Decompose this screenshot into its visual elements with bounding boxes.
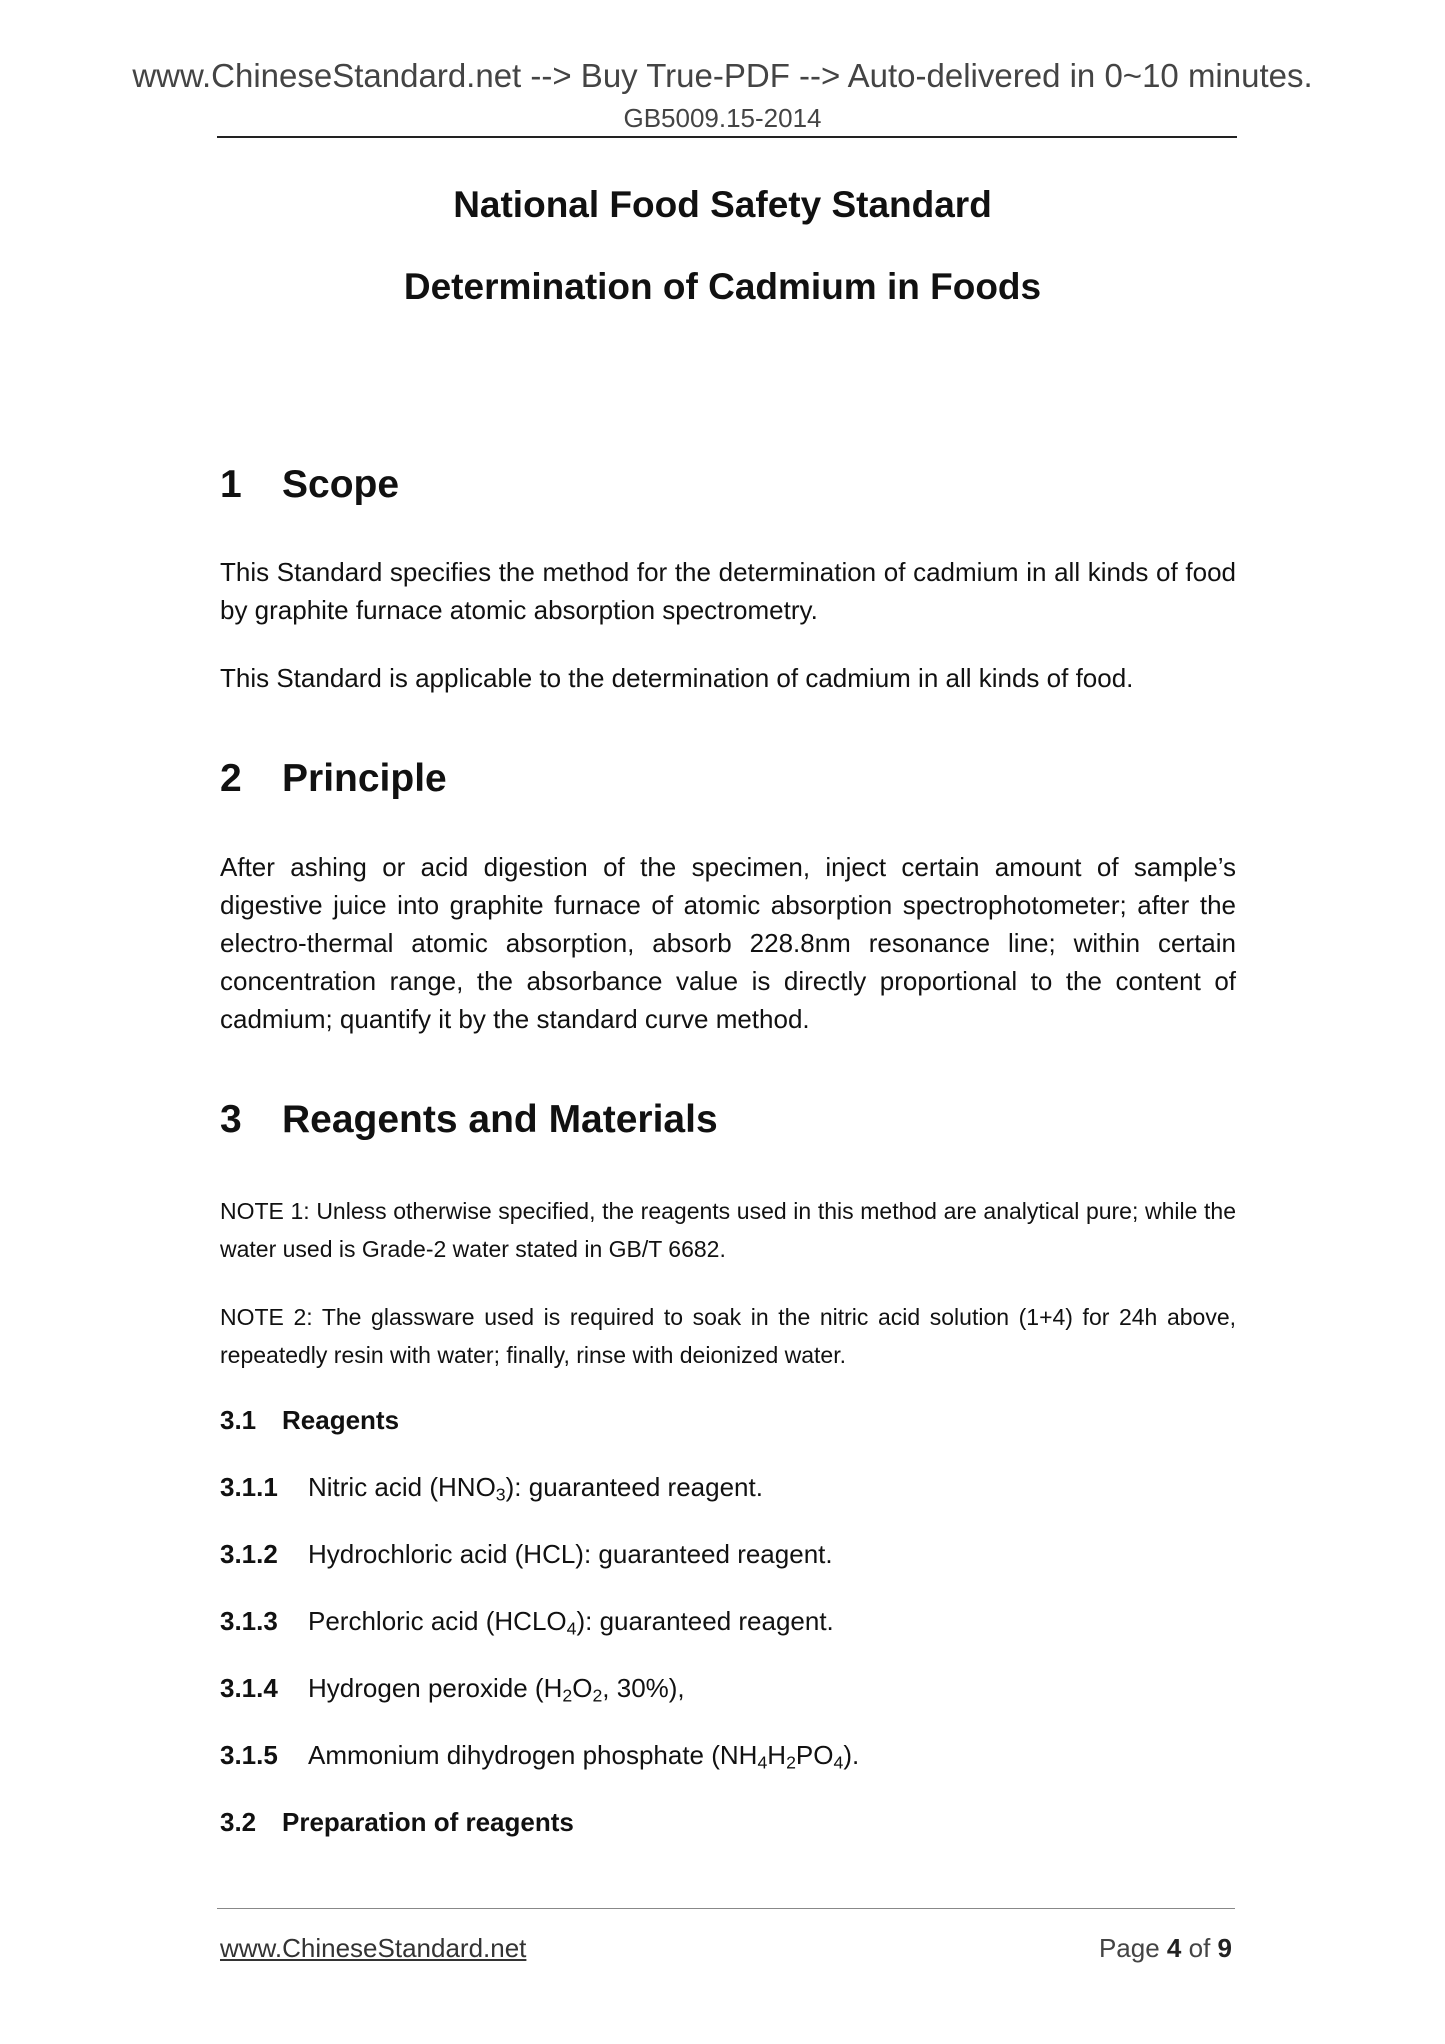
section-heading-principle [220,756,447,802]
section-heading-reagents-materials [220,1097,718,1143]
subscript: 4 [833,1752,844,1773]
item-text: Hydrochloric acid (HCL): guaranteed reagent. [308,1539,833,1569]
item-text: , 30%), [602,1673,685,1703]
section-heading-scope [220,462,399,508]
page-total: 9 [1217,1933,1232,1963]
item-text: PO [795,1740,834,1770]
footer-website-link[interactable]: www.ChineseStandard.net [220,1933,527,1963]
subscript: 2 [592,1685,603,1706]
section-title: Principle [282,757,447,800]
reagent-item [220,1470,763,1504]
item-number: 3.1.2 [220,1539,278,1569]
subscript: 2 [786,1752,796,1773]
item-text: Hydrogen peroxide (H [308,1673,563,1703]
page-prefix: Page [1098,1933,1167,1963]
item-text: Nitric acid (HNO [308,1472,496,1502]
item-number: 3.1.1 [220,1472,278,1502]
reagent-item [220,1738,859,1772]
item-text: Ammonium dihydrogen phosphate (NH [308,1740,758,1770]
subsection-title: Reagents [282,1405,400,1435]
document-subtitle: Determination of Cadmium in Foods [403,266,1042,307]
subsection-heading-reagents [220,1403,399,1437]
header-divider [217,136,1237,138]
scope-paragraph-1: This Standard specifies the method for the determination of cadmium in all kinds of food by graphite furnace atomic absorption spectrometry. [220,557,1236,625]
page-indicator [1099,1932,1232,1964]
subscript: 2 [562,1685,573,1706]
note-2: NOTE 2: The glassware used is required to soak in the nitric acid solution (1+4) for 24h above, repeatedly resin with water; finally, rinse with deionized water. [220,1304,1236,1368]
section-title: Scope [282,463,400,506]
item-number: 3.1.5 [220,1740,278,1770]
item-text: Perchloric acid (HCLO [308,1606,567,1636]
header-banner: www.ChineseStandard.net --> Buy True-PDF --> Auto-delivered in 0~10 minutes. [132,57,1313,94]
item-text: ): guaranteed reagent. [505,1472,763,1502]
section-title: Reagents and Materials [282,1098,718,1141]
subsection-title: Preparation of reagents [282,1807,574,1837]
item-number: 3.1.3 [220,1606,278,1636]
subscript: 4 [757,1752,768,1773]
subscript: 4 [566,1618,577,1639]
page-current: 4 [1166,1933,1182,1963]
item-number: 3.1.4 [220,1673,278,1703]
principle-paragraph: After ashing or acid digestion of the specimen, inject certain amount of sample’s digestive juice into graphite furnace of atomic absorption spectrophotometer; after the electro-thermal atomic absorption, absorb 228.8nm resonance line; within certain concentration range, the absorbance value is directly proportional to the content of cadmium; quantify it by the standard curve method. [220,852,1236,1034]
item-text: ): guaranteed reagent. [576,1606,834,1636]
subsection-heading-preparation [220,1805,574,1839]
footer-divider [217,1908,1235,1909]
reagent-item [220,1537,833,1571]
reagent-item [220,1604,834,1638]
reagent-item [220,1671,685,1705]
section-number: 2 [220,757,242,800]
page-mid: of [1181,1933,1218,1963]
item-text: O [572,1673,593,1703]
section-number: 1 [220,463,242,506]
document-title: National Food Safety Standard [453,184,992,225]
standard-code: GB5009.15-2014 [623,103,822,133]
subsection-number: 3.2 [220,1807,257,1837]
scope-paragraph-2: This Standard is applicable to the determination of cadmium in all kinds of food. [220,663,1134,693]
item-text: H [767,1740,787,1770]
note-1: NOTE 1: Unless otherwise specified, the reagents used in this method are analytical pure; while the water used is Grade-2 water stated in GB/T 6682. [220,1198,1236,1262]
item-text: ). [843,1740,860,1770]
subsection-number: 3.1 [220,1405,257,1435]
section-number: 3 [220,1098,242,1141]
subscript: 3 [495,1484,506,1505]
